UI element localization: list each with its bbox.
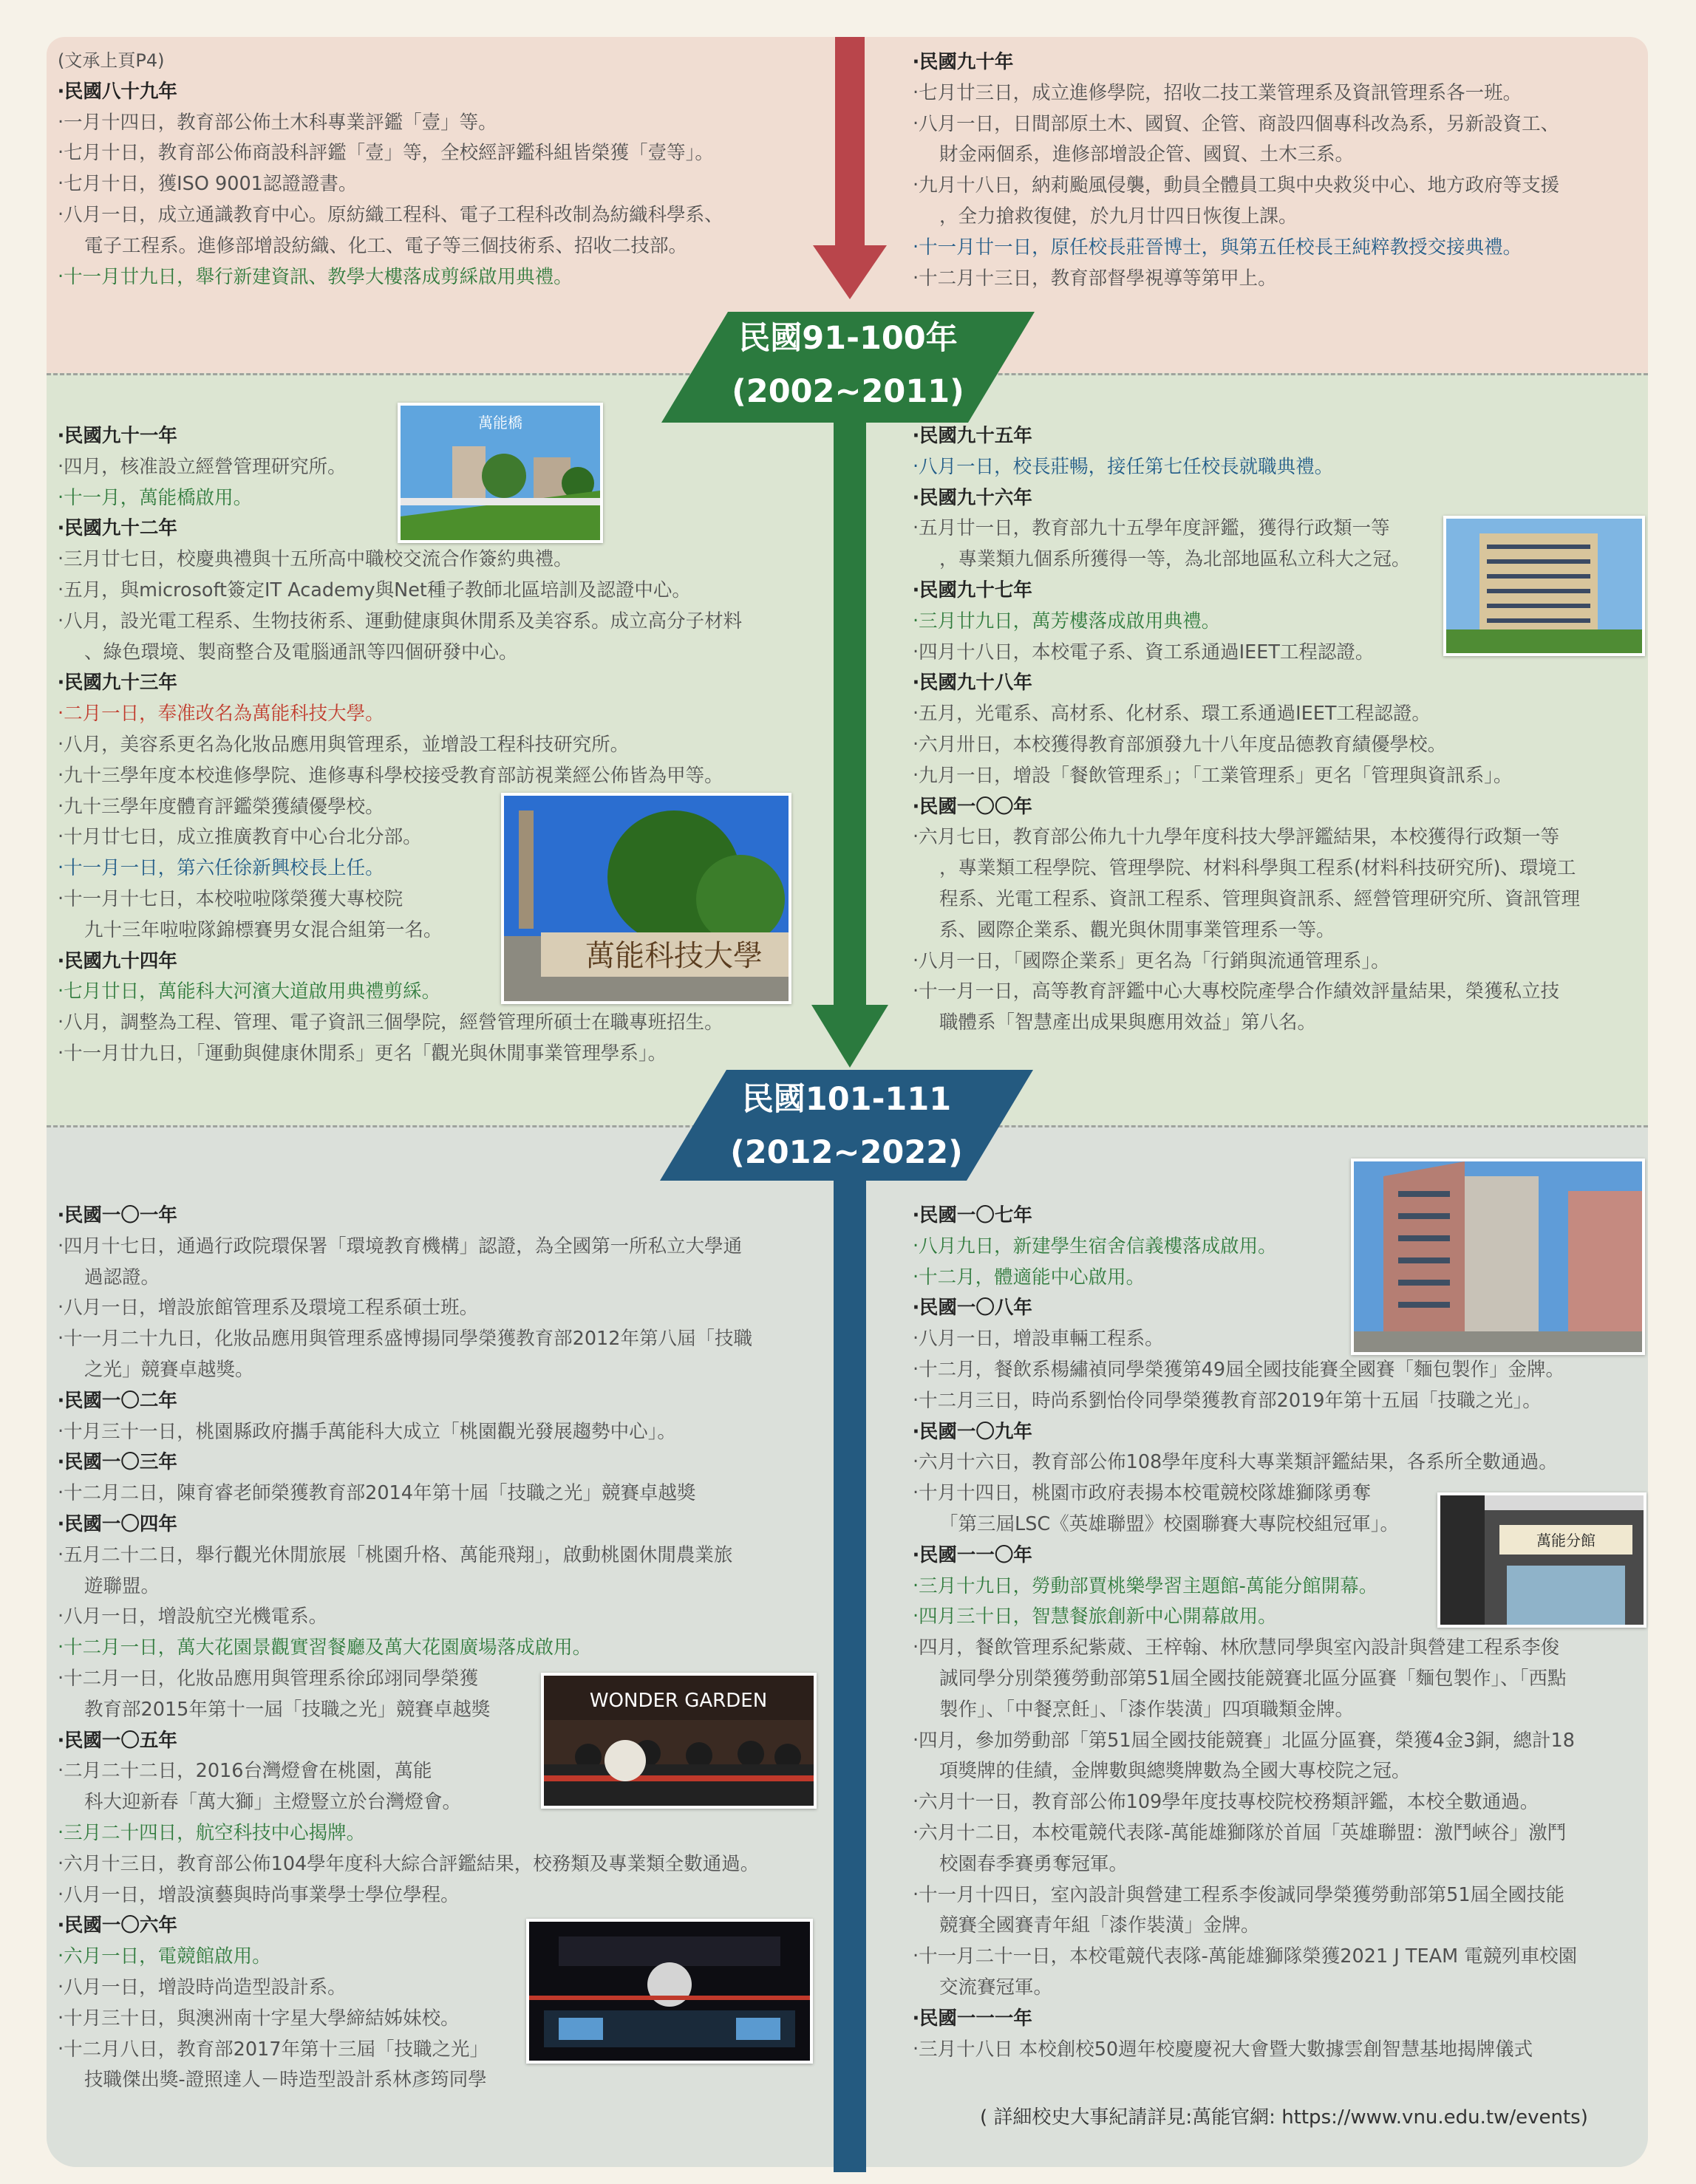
era2-banner-text — [661, 312, 1035, 418]
era3-years: (2012~2022) — [730, 1134, 963, 1171]
event-item: ‧八月九日，新建學生宿舍信義樓落成啟用。 — [913, 1235, 1277, 1257]
event-item: ‧八月一日，增設旅館管理系及環境工程系碩士班。 — [58, 1297, 479, 1320]
year-heading: ‧民國一〇二年 — [58, 1389, 177, 1412]
event-item: 製作」、「中餐烹飪」、「漆作裝潢」四項職類金牌。 — [939, 1698, 1355, 1721]
event-item: ‧十二月十三日，教育部督學視導等第甲上。 — [913, 267, 1277, 290]
event-item: ‧九月一日，增設「餐飲管理系」；「工業管理系」更名「管理與資訊系」。 — [913, 764, 1513, 787]
event-item: ‧九十三學年度體育評鑑榮獲績優學校。 — [58, 795, 384, 818]
event-item: 電子工程系。進修部增設紡織、化工、電子等三個技術系、招收二技部。 — [84, 234, 688, 257]
year-heading: ‧民國一〇七年 — [913, 1204, 1032, 1226]
year-heading: ‧民國一〇四年 — [58, 1512, 177, 1535]
event-item: ‧八月一日，「國際企業系」更名為「行銷與流通管理系」。 — [913, 949, 1390, 972]
event-item: ‧十一月廿一日，原任校長莊晉博士，與第五任校長王純粹教授交接典禮。 — [913, 236, 1522, 259]
year-heading: ‧民國一〇一年 — [58, 1204, 177, 1226]
event-item: ‧二月二十二日，2016台灣燈會在桃園，萬能 — [58, 1760, 432, 1783]
year-heading: ‧民國九十六年 — [913, 486, 1032, 509]
event-item: ‧七月廿日，萬能科大河濱大道啟用典禮剪綵。 — [58, 980, 441, 1003]
year-heading: ‧民國九十七年 — [913, 579, 1032, 601]
event-item: ‧四月十七日，通過行政院環保署「環境教育機構」認證，為全國第一所私立大學通 — [58, 1235, 743, 1257]
photo-campus-gate — [501, 793, 791, 1004]
event-item: 「第三屆LSC《英雄聯盟》校園聯賽大專院校組冠軍」。 — [939, 1512, 1399, 1535]
year-heading: ‧民國九十四年 — [58, 949, 177, 972]
photo-branch-hall — [1437, 1492, 1646, 1628]
event-item: ‧四月，核准設立經營管理研究所。 — [58, 455, 347, 478]
event-item: ‧六月十三日，教育部公佈104學年度科大綜合評鑑結果，校務類及專業類全數通過。 — [58, 1852, 760, 1875]
event-item: ‧十二月，餐飲系楊繡禎同學榮獲第49屆全國技能賽全國賽「麵包製作」金牌。 — [913, 1358, 1565, 1381]
event-item: ‧十一月廿九日，「運動與健康休閒系」更名「觀光與休閒事業管理學系」。 — [58, 1042, 667, 1065]
event-item: 九十三年啦啦隊錦標賽男女混合組第一名。 — [84, 918, 443, 941]
event-item: 、綠色環境、製商整合及電腦通訊等四個研發中心。 — [84, 641, 518, 663]
year-heading: ‧民國一一一年 — [913, 2007, 1032, 2030]
event-item: 遊聯盟。 — [84, 1574, 160, 1597]
photo-dormitory — [1351, 1158, 1645, 1355]
year-heading: ‧民國一〇九年 — [913, 1420, 1032, 1443]
event-item: ‧一月十四日，教育部公佈土木科專業評鑑「壹」等。 — [58, 111, 497, 134]
era3-title: 民國101-111 — [741, 1081, 952, 1118]
event-item: ‧四月，參加勞動部「第51屆全國技能競賽」北區分區賽，榮獲4金3銅，總計18 — [913, 1729, 1575, 1752]
timeline-arrow-green — [806, 421, 894, 1071]
event-item: ‧十一月廿九日，舉行新建資訊、教學大樓落成剪綵啟用典禮。 — [58, 265, 573, 288]
event-item: ‧三月廿七日，校慶典禮與十五所高中職校交流合作簽約典禮。 — [58, 548, 573, 571]
year-heading: ‧民國九十八年 — [913, 672, 1032, 695]
event-item: ‧五月，與microsoft簽定IT Academy與Net種子教師北區培訓及認證中心。 — [58, 579, 691, 601]
event-item: ‧十二月一日，化妝品應用與管理系徐邱翊同學榮獲 — [58, 1667, 479, 1690]
event-item: ‧六月卅日，本校獲得教育部頒發九十八年度品德教育績優學校。 — [913, 733, 1447, 756]
event-item: ‧三月十八日 本校創校50週年校慶慶祝大會暨大數據雲創智慧基地揭牌儀式 — [913, 2038, 1533, 2061]
event-item: 教育部2015年第十一屆「技職之光」競賽卓越獎 — [84, 1698, 491, 1721]
event-item: ‧三月二十四日，航空科技中心揭牌。 — [58, 1821, 366, 1844]
event-item: ‧十一月，萬能橋啟用。 — [58, 486, 253, 509]
year-heading: ‧民國九十五年 — [913, 425, 1032, 447]
event-item: 職體系「智慧產出成果與應用效益」第八名。 — [939, 1011, 1317, 1034]
event-item: ‧六月十二日，本校電競代表隊-萬能雄獅隊於首屆「英雄聯盟：激鬥峽谷」激鬥 — [913, 1821, 1567, 1844]
event-item: ‧八月，美容系更名為化妝品應用與管理系，並增設工程科技研究所。 — [58, 733, 630, 756]
event-item: ‧八月一日，校長莊暢，接任第七任校長就職典禮。 — [913, 455, 1334, 478]
year-heading: ‧民國一一〇年 — [913, 1543, 1032, 1566]
event-item: ‧四月三十日，智慧餐旅創新中心開幕啟用。 — [913, 1605, 1277, 1628]
event-item: ‧十一月十七日，本校啦啦隊榮獲大專校院 — [58, 887, 403, 910]
event-item: 競賽全國賽青年組「漆作裝潢」金牌。 — [939, 1914, 1260, 1937]
event-item: ‧六月十一日，教育部公佈109學年度技專校院校務類評鑑，本校全數通過。 — [913, 1791, 1539, 1814]
event-item: ‧四月，餐飲管理系紀紫葳、王梓翰、林欣慧同學與室內設計與營建工程系李俊 — [913, 1637, 1560, 1659]
era1-left-column — [58, 46, 723, 293]
timeline-bar-blue — [831, 1178, 868, 2172]
photo-bridge — [398, 403, 603, 543]
event-item: (文承上頁P4) — [58, 50, 165, 71]
event-item: ‧八月一日，成立通識教育中心。原紡織工程科、電子工程科改制為紡織科學系、 — [58, 203, 723, 226]
year-heading: ‧民國八十九年 — [58, 80, 177, 103]
event-item: ‧八月一日，增設時尚造型設計系。 — [58, 1976, 347, 1999]
event-item: ‧八月，設光電工程系、生物技術系、運動健康與休閒系及美容系。成立高分子材料 — [58, 610, 743, 632]
photo-esports-arena — [526, 1919, 813, 2064]
event-item: ‧四月十八日，本校電子系、資工系通過IEET工程認證。 — [913, 641, 1375, 663]
event-item: 財金兩個系，進修部增設企管、國貿、土木三系。 — [939, 143, 1355, 166]
event-item: ‧十月廿七日，成立推廣教育中心台北分部。 — [58, 826, 422, 849]
event-item: ‧十二月二日，陳育睿老師榮獲教育部2014年第十屆「技職之光」競賽卓越獎 — [58, 1482, 696, 1505]
event-item: 程系、光電工程系、資訊工程系、管理與資訊系、經營管理研究所、資訊管理 — [939, 887, 1581, 910]
photo-wonder-garden-caption: WONDER GARDEN — [589, 1690, 768, 1712]
event-item: ‧五月二十二日，舉行觀光休閒旅展「桃園升格、萬能飛翔」，啟動桃園休閒農業旅 — [58, 1543, 733, 1566]
event-item: ‧五月，光電系、高材系、化材系、環工系通過IEET工程認證。 — [913, 703, 1431, 726]
year-heading: ‧民國九十三年 — [58, 672, 177, 695]
timeline-arrow-red — [806, 37, 894, 303]
event-item: 校園春季賽勇奪冠軍。 — [939, 1852, 1128, 1875]
era2-title: 民國91-100年 — [738, 320, 958, 357]
event-item: ‧七月十日，教育部公佈商設科評鑑「壹」等，全校經評鑑科組皆榮獲「壹等」。 — [58, 142, 714, 165]
event-item: ‧十二月一日，萬大花園景觀實習餐廳及萬大花園廣場落成啟用。 — [58, 1637, 592, 1659]
event-item: ‧八月一日，增設航空光機電系。 — [58, 1605, 328, 1628]
event-item: 系、國際企業系、觀光與休閒事業管理系一等。 — [939, 918, 1335, 941]
event-item: ，全力搶救復健，於九月廿四日恢復上課。 — [939, 205, 1298, 228]
event-item: 之光」競賽卓越獎。 — [84, 1358, 254, 1381]
event-item: ‧六月十六日，教育部公佈108學年度科大專業類評鑑結果，各系所全數通過。 — [913, 1451, 1558, 1474]
year-heading: ‧民國九十年 — [913, 51, 1014, 73]
year-heading: ‧民國一〇八年 — [913, 1297, 1032, 1320]
event-item: ‧十一月一日，第六任徐新興校長上任。 — [58, 857, 384, 880]
event-item: ‧十一月一日，高等教育評鑑中心大專校院產學合作績效評量結果，榮獲私立技 — [913, 980, 1560, 1003]
event-item: ‧九月十八日，納莉颱風侵襲，動員全體員工與中央救災中心、地方政府等支援 — [913, 174, 1560, 197]
event-item: ‧八月一日，日間部原土木、國貿、企管、商設四個專科改為系，另新設資工、 — [913, 112, 1560, 135]
year-heading: ‧民國一〇五年 — [58, 1729, 177, 1752]
photo-bridge-caption: 萬能橋 — [478, 414, 522, 431]
event-item: ‧十一月十四日，室內設計與營建工程系李俊誠同學榮獲勞動部第51屆全國技能 — [913, 1883, 1565, 1906]
event-item: ‧三月十九日，勞動部賈桃樂學習主題館-萬能分館開幕。 — [913, 1574, 1378, 1597]
event-item: ‧十二月，體適能中心啟用。 — [913, 1266, 1145, 1289]
event-item: ‧二月一日，奉准改名為萬能科技大學。 — [58, 703, 384, 726]
year-heading: ‧民國一〇六年 — [58, 1914, 177, 1937]
event-item: ‧八月一日，增設演藝與時尚事業學士學位學程。 — [58, 1883, 460, 1906]
event-item: 技職傑出獎-證照達人－時造型設計系林彥筠同學 — [84, 2069, 487, 2092]
year-heading: ‧民國一〇三年 — [58, 1451, 177, 1474]
year-heading: ‧民國一〇〇年 — [913, 795, 1032, 818]
event-item: ‧十月三十一日，桃園縣政府攜手萬能科大成立「桃園觀光發展趨勢中心」。 — [58, 1420, 676, 1443]
footer-note: ( 詳細校史大事紀請詳見:萬能官網: https://www.vnu.edu.tw/events) — [980, 2106, 1588, 2129]
event-item: ，專業類工程學院、管理學院、材料科學與工程系(材料科技研究所)、環境工 — [939, 857, 1576, 880]
year-heading: ‧民國九十一年 — [58, 425, 177, 447]
photo-branch-hall-caption: 萬能分館 — [1536, 1532, 1595, 1549]
event-item: 項獎牌的佳績，金牌數與總獎牌數為全國大專校院之冠。 — [939, 1760, 1411, 1783]
photo-wonder-garden — [541, 1673, 817, 1809]
event-item: ‧六月一日，電競館啟用。 — [58, 1945, 271, 1968]
event-item: ‧七月十日，獲ISO 9001認證證書。 — [58, 173, 358, 196]
era2-right-column — [913, 421, 1580, 1039]
era3-banner-text — [660, 1073, 1033, 1179]
event-item: ‧十一月二十一日，本校電競代表隊-萬能雄獅隊榮獲2021 J TEAM 電競列車校園 — [913, 1945, 1578, 1968]
event-item: ‧七月廿三日，成立進修學院，招收二技工業管理系及資訊管理系各一班。 — [913, 81, 1522, 104]
event-item: ‧十月三十日，與澳洲南十字星大學締結姊妹校。 — [58, 2007, 460, 2030]
event-item: ‧八月一日，增設車輛工程系。 — [913, 1328, 1164, 1351]
event-item: 交流賽冠軍。 — [939, 1976, 1053, 1999]
event-item: ，專業類九個系所獲得一等，為北部地區私立科大之冠。 — [939, 548, 1411, 571]
event-item: ‧六月七日，教育部公佈九十九學年度科技大學評鑑結果，本校獲得行政類一等 — [913, 826, 1560, 849]
photo-campus-gate-caption: 萬能科技大學 — [585, 939, 763, 973]
event-item: ‧八月，調整為工程、管理、電子資訊三個學院，經營管理所碩士在職專班招生。 — [58, 1011, 723, 1034]
event-item: 科大迎新春「萬大獅」主燈豎立於台灣燈會。 — [84, 1791, 462, 1814]
photo-admin-building — [1443, 516, 1645, 656]
event-item: ‧十月十四日，桃園市政府表揚本校電競校隊雄獅隊勇奪 — [913, 1482, 1372, 1505]
event-item: ‧五月廿一日，教育部九十五學年度評鑑，獲得行政類一等 — [913, 517, 1390, 540]
year-heading: ‧民國九十二年 — [58, 517, 177, 540]
event-item: ‧九十三學年度本校進修學院、進修專科學校接受教育部訪視業經公佈皆為甲等。 — [58, 764, 723, 787]
event-item: ‧十一月二十九日，化妝品應用與管理系盛博揚同學榮獲教育部2012年第八屆「技職 — [58, 1328, 753, 1351]
era1-right-column — [913, 47, 1559, 294]
event-item: ‧三月廿九日，萬芳樓落成啟用典禮。 — [913, 610, 1221, 632]
event-item: 誠同學分別榮獲勞動部第51屆全國技能競賽北區分區賽「麵包製作」、「西點 — [939, 1667, 1567, 1690]
event-item: ‧十二月八日，教育部2017年第十三屆「技職之光」 — [58, 2038, 489, 2061]
event-item: ‧十二月三日，時尚系劉怡伶同學榮獲教育部2019年第十五屆「技職之光」。 — [913, 1389, 1542, 1412]
event-item: 過認證。 — [84, 1266, 160, 1289]
era2-years: (2002~2011) — [732, 373, 964, 410]
